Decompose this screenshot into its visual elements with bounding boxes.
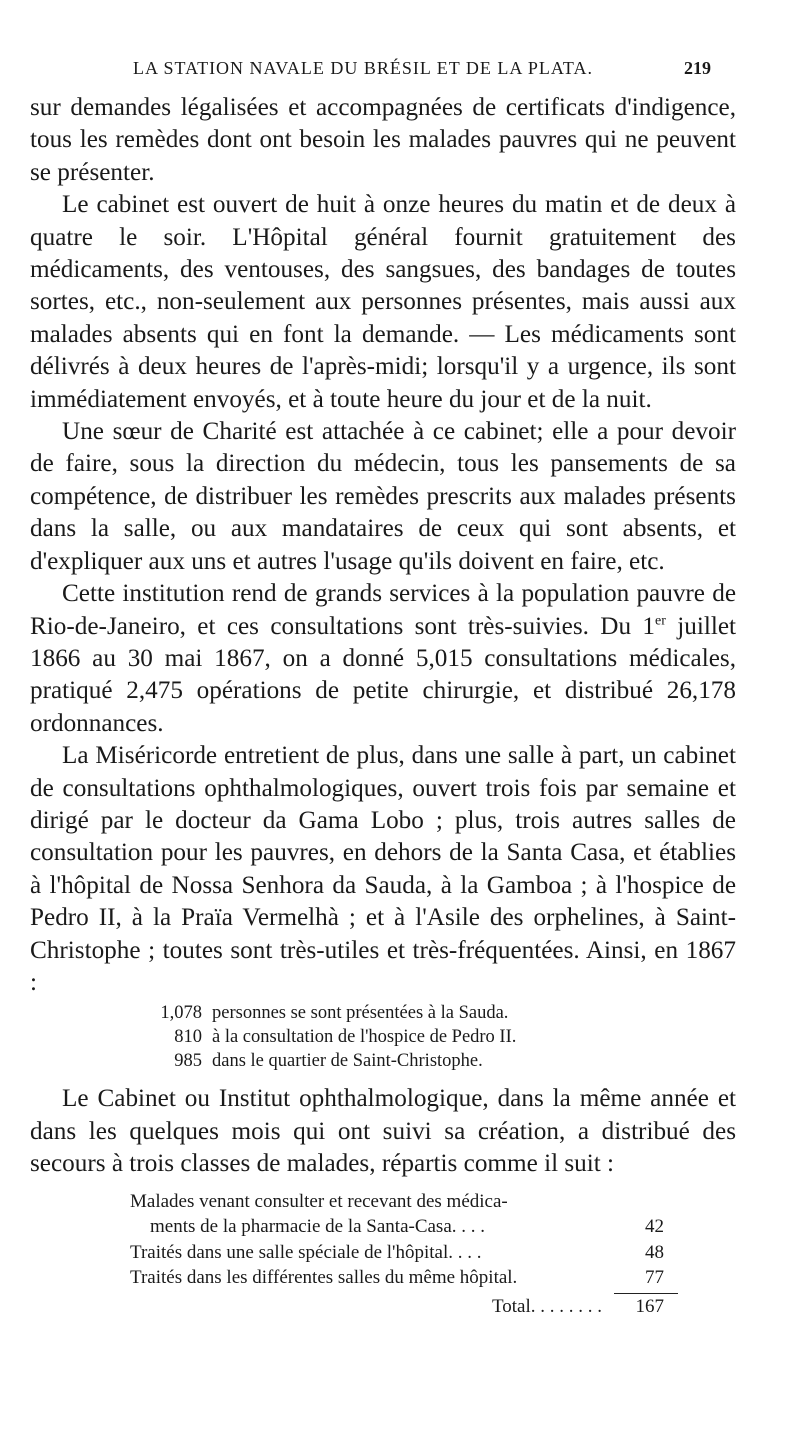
row-value: 48 [645,1241,664,1263]
stat-number: 985 [174,1051,202,1072]
stat-text: dans le quartier de Saint-Christophe. [212,1051,483,1072]
table-row [130,1240,670,1266]
row-label: ments de la pharmacie de la Santa-Casa. . . . [150,1216,486,1238]
row-value: 77 [645,1267,664,1289]
page-number: 219 [684,58,711,78]
list-item [146,1001,736,1025]
stat-text: à la consultation de l'hospice de Pedro II. [212,1027,517,1048]
table-total-row [130,1294,670,1320]
paragraph-3: Une sœur de Charité est attachée à ce cabinet; elle a pour devoir de faire, sous la direction du médecin, tous les pansements de sa compétence, de distribuer les remèdes prescrits aux malades présents dans la salle, ou aux mandataires de ceux qui sont absents, et d'expliquer aux uns et autres l'usage qu'ils doivent en faire, etc. [30,418,736,575]
page-header [133,58,711,79]
paragraph-1: sur demandes légalisées et accompagnées de certificats d'indigence, tous les remèdes dont ont besoin les malades pauvres qui ne peuvent se présenter. [30,94,736,186]
paragraph-2: Le cabinet est ouvert de huit à onze heures du matin et de deux à quatre le soir. L'Hôpital général fournit gratuitement des médicaments, des ventouses, des sangsues, des bandages de toutes sortes, etc., non-seulement aux personnes présentes, mais aussi aux malades absents qui en font la demande. — Les médicaments sont délivrés à deux heures de l'après-midi; lorsqu'il y a urgence, ils sont immédiatement envoyés, et à toute heure du jour et de la nuit. [30,191,736,413]
running-title: LA STATION NAVALE DU BRÉSIL ET DE LA PLATA. [133,58,593,78]
paragraph-4-part-b: juillet 1866 au 30 mai 1867, on a donné 5,015 consultations médicales, pratiqué 2,475 opérations de petite chirurgie, et distribué 26,178 ordonnances. [30,612,736,737]
row-value: 42 [645,1216,664,1238]
table-row [130,1265,670,1291]
table-row [130,1214,670,1240]
total-label: Total. . . . . . . . [491,1295,602,1317]
ordinal-superscript: er [655,613,666,629]
patient-table [30,1189,670,1320]
page-body [30,92,736,1319]
row-label: Traités dans les différentes salles du même hôpital. [130,1267,518,1289]
stat-number: 1,078 [160,1003,202,1024]
paragraph-5: La Miséricorde entretient de plus, dans une salle à part, un cabinet de consultations ophthalmologiques, ouvert trois fois par semaine et dirigé par le docteur da Gama Lobo ; plus, trois autres salles de consultation pour les pauvres, en dehors de la Santa Casa, et établies à l'hôpital de Nossa Senhora da Sauda, à la Gamboa ; à l'hospice de Pedro II, à la Praïa Vermelhà ; et à l'Asile des orphelines, à Saint-Christophe ; toutes sont très-utiles et très-fréquentées. Ainsi, en 1867 : [30,742,736,996]
row-label: Malades venant consulter et recevant des médica- [130,1190,508,1212]
paragraph-4-part-a: Cette institution rend de grands services à la population pauvre de Rio-de-Janeiro, et ces consultations sont très-suivies. Du 1 [30,580,736,640]
paragraph-4 [30,578,736,740]
list-item [146,1049,736,1073]
stat-number: 810 [174,1027,202,1048]
table-row [130,1189,670,1215]
statistics-list [30,1001,736,1073]
stat-text: personnes se sont présentées à la Sauda. [212,1003,509,1024]
total-value: 167 [635,1295,664,1317]
row-label: Traités dans une salle spéciale de l'hôpital. . . . [130,1241,482,1263]
list-item [146,1025,736,1049]
paragraph-6: Le Cabinet ou Institut ophthalmologique, dans la même année et dans les quelques mois qui ont suivi sa création, a distribué des secours à trois classes de malades, répartis comme il suit : [30,1085,736,1178]
